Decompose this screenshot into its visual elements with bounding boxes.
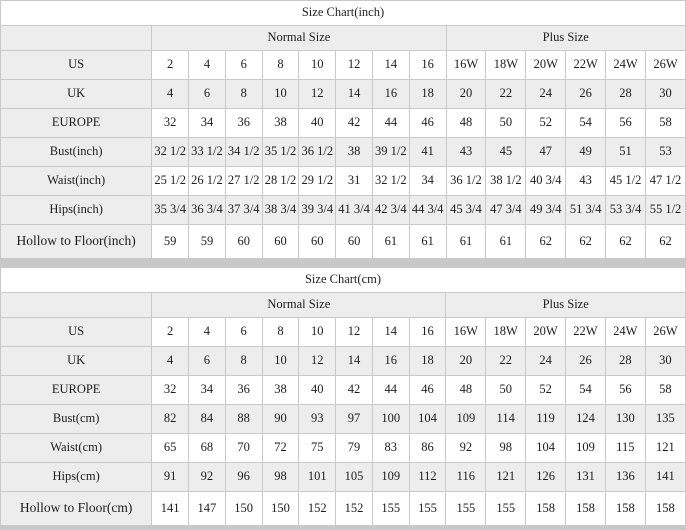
table-cell: 116 [446,463,486,492]
table-cell: 26W [645,51,685,80]
table-cell: 43 [446,138,486,167]
table-cell: 62 [526,225,566,259]
table-cell: 158 [526,492,566,526]
row-header: Bust(cm) [1,405,152,434]
table-cell: 14 [372,318,409,347]
chart-title: Size Chart(inch) [1,1,686,26]
table-cell: 147 [189,492,226,526]
table-cell: 155 [409,492,446,526]
table-cell: 61 [446,225,486,259]
table-cell: 58 [645,109,685,138]
table-cell: 40 [299,376,336,405]
table-cell: 101 [299,463,336,492]
table-cell: 88 [225,405,262,434]
table-cell: 84 [189,405,226,434]
table-cell: 152 [299,492,336,526]
size-chart-block [0,267,686,526]
table-cell: 24W [605,318,645,347]
row-header: US [1,51,152,80]
table-cell: 14 [336,347,373,376]
table-cell: 49 3/4 [526,196,566,225]
table-cell: 68 [189,434,226,463]
table-cell: 136 [605,463,645,492]
table-cell: 56 [606,109,646,138]
table-cell: 96 [225,463,262,492]
row-header: Waist(cm) [1,434,152,463]
table-cell: 141 [645,463,685,492]
table-cell: 4 [189,51,226,80]
table-cell: 36 [225,109,262,138]
table-cell: 150 [225,492,262,526]
table-cell: 6 [189,80,226,109]
table-cell: 51 [606,138,646,167]
table-cell: 42 3/4 [372,196,409,225]
table-cell: 18 [409,347,446,376]
table-cell: 82 [152,405,189,434]
table-cell: 48 [446,109,486,138]
table-cell: 98 [486,434,526,463]
table-cell: 124 [566,405,606,434]
table-cell: 121 [486,463,526,492]
table-row [1,434,686,463]
table-cell: 38 [262,109,299,138]
table-cell: 155 [486,492,526,526]
table-cell: 22W [566,51,606,80]
table-cell: 38 1/2 [486,167,526,196]
row-header: Waist(inch) [1,167,152,196]
table-cell: 8 [262,51,299,80]
table-cell: 59 [152,225,189,259]
table-cell: 47 [526,138,566,167]
table-cell: 109 [566,434,606,463]
table-row [1,109,686,138]
table-cell: 6 [225,51,262,80]
table-cell: 51 3/4 [566,196,606,225]
table-cell: 34 [189,376,226,405]
table-cell: 12 [299,347,336,376]
row-header: UK [1,347,152,376]
table-cell: 114 [486,405,526,434]
table-cell: 16 [409,318,446,347]
row-header: EUROPE [1,376,152,405]
table-cell: 100 [372,405,409,434]
table-cell: 6 [189,347,226,376]
table-cell: 44 [372,109,409,138]
table-cell: 131 [566,463,606,492]
table-cell: 60 [262,225,299,259]
table-cell: 20W [526,51,566,80]
table-cell: 112 [409,463,446,492]
table-cell: 30 [645,347,685,376]
table-cell: 10 [299,318,336,347]
table-cell: 24 [526,80,566,109]
group-header-spacer [1,26,152,51]
table-cell: 158 [566,492,606,526]
table-cell: 62 [645,225,685,259]
table-cell: 50 [486,109,526,138]
table-cell: 104 [526,434,566,463]
table-cell: 18W [486,318,526,347]
table-cell: 16 [372,80,409,109]
table-cell: 119 [526,405,566,434]
table-cell: 45 [486,138,526,167]
group-header-spacer [1,293,152,318]
table-cell: 65 [152,434,189,463]
table-cell: 39 3/4 [299,196,336,225]
table-cell: 22 [486,347,526,376]
group-header-normal-size: Normal Size [152,293,446,318]
table-cell: 29 1/2 [299,167,336,196]
table-cell: 43 [566,167,606,196]
table-cell: 16 [372,347,409,376]
table-cell: 10 [262,347,299,376]
table-row [1,225,686,259]
table-cell: 155 [446,492,486,526]
table-cell: 16W [446,318,486,347]
table-cell: 45 1/2 [606,167,646,196]
table-cell: 33 1/2 [189,138,226,167]
table-cell: 52 [526,376,566,405]
table-cell: 36 1/2 [446,167,486,196]
table-cell: 28 [605,347,645,376]
table-row [1,80,686,109]
table-cell: 24 [526,347,566,376]
table-cell: 38 [336,138,373,167]
table-cell: 130 [605,405,645,434]
table-cell: 34 [189,109,226,138]
table-cell: 115 [605,434,645,463]
table-cell: 10 [299,51,336,80]
row-header: Hips(inch) [1,196,152,225]
group-header-normal-size: Normal Size [152,26,446,51]
group-header-plus-size: Plus Size [446,293,686,318]
table-cell: 97 [336,405,373,434]
row-header: Hollow to Floor(inch) [1,225,152,259]
table-cell: 20W [526,318,566,347]
table-cell: 54 [566,109,606,138]
table-row [1,318,686,347]
table-cell: 54 [566,376,606,405]
table-cell: 18W [486,51,526,80]
size-chart-table [0,0,686,259]
table-cell: 44 [372,376,409,405]
table-cell: 22W [566,318,606,347]
table-cell: 32 1/2 [372,167,409,196]
table-cell: 104 [409,405,446,434]
table-cell: 37 3/4 [225,196,262,225]
table-cell: 36 [225,376,262,405]
table-cell: 26 1/2 [189,167,226,196]
table-cell: 98 [262,463,299,492]
table-row [1,167,686,196]
table-cell: 12 [299,80,336,109]
table-row [1,138,686,167]
table-cell: 126 [526,463,566,492]
group-header-plus-size: Plus Size [446,26,685,51]
table-cell: 91 [152,463,189,492]
table-cell: 61 [372,225,409,259]
table-cell: 41 3/4 [336,196,373,225]
table-cell: 4 [189,318,226,347]
table-cell: 2 [152,318,189,347]
table-cell: 70 [225,434,262,463]
table-cell: 46 [409,109,446,138]
table-cell: 52 [526,109,566,138]
row-header: EUROPE [1,109,152,138]
table-cell: 42 [336,109,373,138]
table-cell: 141 [152,492,189,526]
table-cell: 109 [372,463,409,492]
table-cell: 150 [262,492,299,526]
table-cell: 49 [566,138,606,167]
chart-separator [0,259,686,267]
table-cell: 4 [152,80,189,109]
table-cell: 158 [605,492,645,526]
table-cell: 26 [566,347,606,376]
chart-title: Size Chart(cm) [1,268,686,293]
row-header: Hips(cm) [1,463,152,492]
table-cell: 8 [262,318,299,347]
row-header: US [1,318,152,347]
table-cell: 109 [446,405,486,434]
table-cell: 53 3/4 [606,196,646,225]
table-cell: 40 [299,109,336,138]
row-header: Bust(inch) [1,138,152,167]
table-cell: 20 [446,80,486,109]
size-chart-block [0,0,686,259]
table-row [1,51,686,80]
table-cell: 22 [486,80,526,109]
table-cell: 14 [336,80,373,109]
table-cell: 44 3/4 [409,196,446,225]
table-cell: 28 [606,80,646,109]
table-row [1,405,686,434]
table-cell: 12 [336,51,373,80]
table-cell: 45 3/4 [446,196,486,225]
table-cell: 79 [336,434,373,463]
table-row [1,492,686,526]
table-cell: 90 [262,405,299,434]
table-cell: 86 [409,434,446,463]
table-cell: 31 [336,167,373,196]
table-cell: 47 1/2 [645,167,685,196]
table-cell: 72 [262,434,299,463]
table-cell: 62 [566,225,606,259]
table-cell: 47 3/4 [486,196,526,225]
row-header: Hollow to Floor(cm) [1,492,152,526]
table-cell: 121 [645,434,685,463]
size-chart-table [0,267,686,526]
table-cell: 58 [645,376,685,405]
row-header: UK [1,80,152,109]
table-cell: 152 [336,492,373,526]
table-cell: 92 [446,434,486,463]
table-cell: 135 [645,405,685,434]
table-cell: 40 3/4 [526,167,566,196]
table-cell: 35 1/2 [262,138,299,167]
table-row [1,347,686,376]
table-cell: 30 [645,80,685,109]
table-cell: 16 [409,51,446,80]
table-row [1,376,686,405]
table-cell: 32 1/2 [152,138,189,167]
table-cell: 34 [409,167,446,196]
table-cell: 62 [606,225,646,259]
table-cell: 55 1/2 [645,196,685,225]
table-cell: 4 [152,347,189,376]
table-cell: 6 [225,318,262,347]
table-cell: 83 [372,434,409,463]
table-cell: 2 [152,51,189,80]
table-cell: 16W [446,51,486,80]
table-cell: 60 [225,225,262,259]
table-cell: 26 [566,80,606,109]
table-cell: 105 [336,463,373,492]
table-cell: 24W [606,51,646,80]
table-cell: 12 [336,318,373,347]
table-cell: 35 3/4 [152,196,189,225]
table-cell: 39 1/2 [372,138,409,167]
table-cell: 32 [152,109,189,138]
table-cell: 48 [446,376,486,405]
table-cell: 53 [645,138,685,167]
table-cell: 60 [336,225,373,259]
table-cell: 34 1/2 [225,138,262,167]
table-cell: 41 [409,138,446,167]
table-cell: 27 1/2 [225,167,262,196]
table-cell: 20 [446,347,486,376]
table-cell: 36 3/4 [189,196,226,225]
table-cell: 38 3/4 [262,196,299,225]
table-cell: 14 [372,51,409,80]
table-cell: 18 [409,80,446,109]
table-cell: 50 [486,376,526,405]
table-cell: 10 [262,80,299,109]
table-row [1,196,686,225]
table-cell: 38 [262,376,299,405]
table-cell: 92 [189,463,226,492]
table-cell: 60 [299,225,336,259]
table-cell: 158 [645,492,685,526]
table-cell: 61 [409,225,446,259]
table-cell: 8 [225,347,262,376]
table-cell: 42 [336,376,373,405]
table-cell: 61 [486,225,526,259]
table-cell: 93 [299,405,336,434]
table-cell: 46 [409,376,446,405]
table-cell: 155 [372,492,409,526]
table-cell: 75 [299,434,336,463]
table-cell: 32 [152,376,189,405]
table-cell: 25 1/2 [152,167,189,196]
table-cell: 8 [225,80,262,109]
table-cell: 59 [189,225,226,259]
table-cell: 36 1/2 [299,138,336,167]
table-cell: 26W [645,318,685,347]
table-row [1,463,686,492]
table-cell: 56 [605,376,645,405]
table-cell: 28 1/2 [262,167,299,196]
